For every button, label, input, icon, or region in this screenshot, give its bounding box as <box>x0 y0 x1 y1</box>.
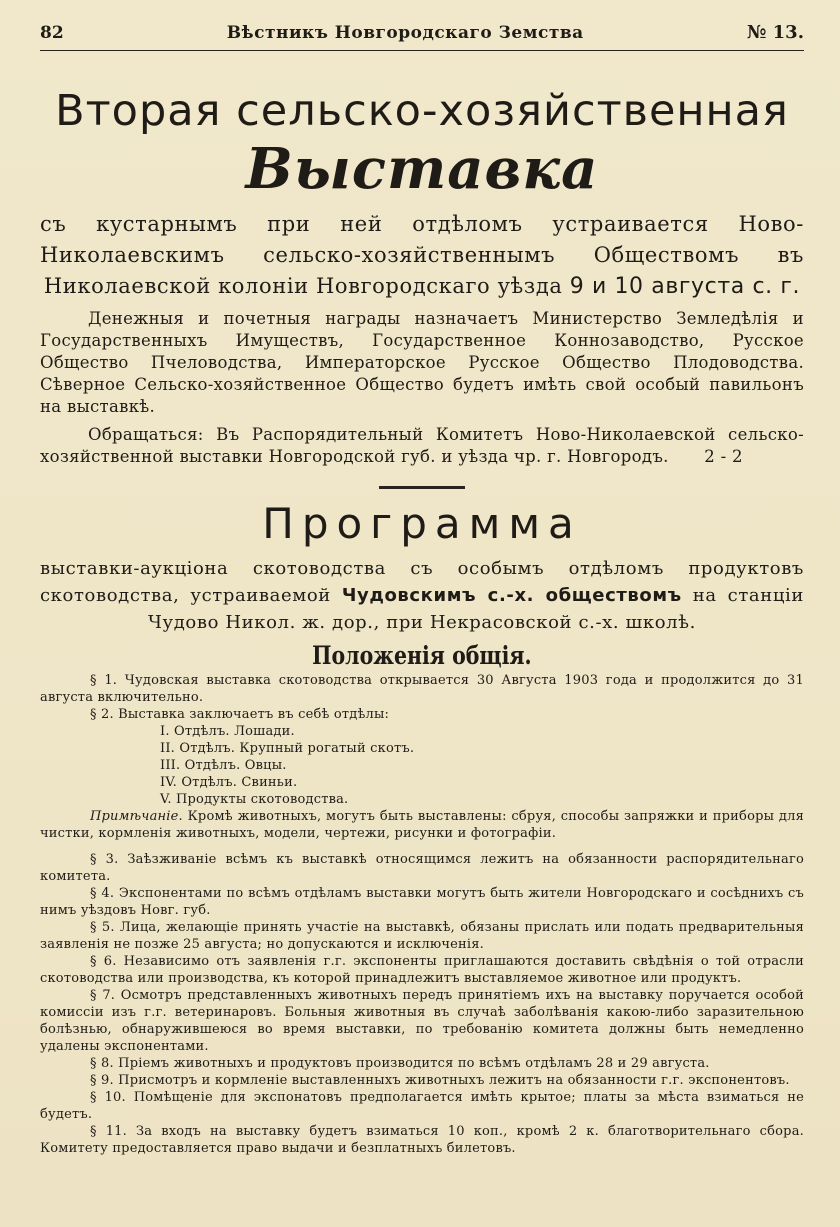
issue-number: № 13. <box>746 22 804 43</box>
ad-contact-text: Обращаться: Въ Распорядительный Комитетъ Ново-Николаевской сельско-хозяйственной выставки Новгородской губ. и уѣзда чр. г. Новгородъ. <box>40 425 804 466</box>
program-subtitle <box>40 555 804 636</box>
page-number: 82 <box>40 23 64 43</box>
ad-ref-number: 2 - 2 <box>704 447 743 466</box>
ad-contact-paragraph <box>40 424 804 468</box>
department-item: II. Отдѣлъ. Крупный рогатый скотъ. <box>160 741 415 756</box>
program-body <box>40 672 804 1157</box>
paragraph-7: § 7. Осмотръ представленныхъ животныхъ передъ принятiемъ ихъ на выставку поручается особой комиссiи изъ г.г. ветеринаровъ. Больныя животныя въ случаѣ заболѣванiя какою-либо заразительною болѣзнью, обнаружившеюся во время выставки, по требованiю комитета должны быть немедленно удалены экспонентами. <box>40 988 804 1054</box>
paragraph-8: § 8. Прiемъ животныхъ и продуктовъ производится по всѣмъ отдѣламъ 28 и 29 августа. <box>90 1056 710 1071</box>
program-title: Программа <box>262 499 582 548</box>
paragraph-3: § 3. Заѣзживанiе всѣмъ къ выставкѣ относящимся лежитъ на обязанности распорядительнаго комитета. <box>40 852 804 884</box>
department-item: III. Отдѣлъ. Овцы. <box>160 758 287 773</box>
paragraph-5: § 5. Лица, желающiе принять участiе на выставкѣ, обязаны прислать или подать предварительныя заявленiя не позже 25 августа; но допускаются и исключенiя. <box>40 920 804 952</box>
departments-list <box>40 723 804 808</box>
paragraph-9: § 9. Присмотръ и кормленiе выставленныхъ животныхъ лежитъ на обязанности г.г. экспонентовъ. <box>90 1073 790 1088</box>
paragraph-2: § 2. Выставка заключаетъ въ себѣ отдѣлы: <box>90 707 390 722</box>
ad-title: Вторая сельско-хозяйственная <box>55 86 789 136</box>
note-paragraph <box>40 808 804 842</box>
section-heading: Положенiя общiя. <box>312 641 532 670</box>
ad-title-script: Выставка <box>245 136 599 202</box>
department-item: V. Продукты скотоводства. <box>160 792 349 807</box>
note-text: Кромѣ животныхъ, могутъ быть выставлены: сбруя, способы запряжки и приборы для чистки, кормленiя животныхъ, модели, чертежи, рисунки и фотографiи. <box>40 809 804 841</box>
journal-title: Вѣстникъ Новгородскаго Земства <box>226 23 584 43</box>
ad-lead-dates: 9 и 10 августа с. г. <box>569 274 801 299</box>
program-subtitle-location: на станцiи Чудово Никол. ж. дор., при Некрасовской с.-х. школѣ. <box>148 585 804 633</box>
ad-awards-paragraph: Денежныя и почетныя награды назначаетъ Министерство Земледѣлiя и Государственныхъ Имуществъ, Государственное Коннозаводство, Русское Общество Пчеловодства, Императорское Русское Общество Плодоводства. Сѣверное Сельско-хозяйственное Общество будетъ имѣть свой особый павильонъ на выставкѣ. <box>40 309 804 416</box>
paragraph-6: § 6. Независимо отъ заявленiя г.г. экспоненты приглашаются доставить свѣдѣнiя о той отрасли скотоводства или производства, къ которой принадлежитъ выставляемое животное или продуктъ. <box>40 954 804 986</box>
department-item: IV. Отдѣлъ. Свиньи. <box>160 775 298 790</box>
program-subtitle-text: выставки-аукцiона скотоводства съ особымъ отдѣломъ продуктовъ скотоводства, устраиваемой <box>40 558 804 606</box>
section-divider <box>379 486 465 489</box>
page-header <box>40 0 804 51</box>
department-item: I. Отдѣлъ. Лошади. <box>160 724 295 739</box>
paragraph-1: § 1. Чудовская выставка скотоводства открывается 30 Августа 1903 года и продолжится до 31 августа включительно. <box>40 673 804 705</box>
ad-lead <box>40 209 804 302</box>
paragraph-4: § 4. Экспонентами по всѣмъ отдѣламъ выставки могутъ быть жители Новгородскаго и сосѣднихъ съ нимъ уѣздовъ Новг. губ. <box>40 886 804 918</box>
ad-lead-text: съ кустарнымъ при ней отдѣломъ устраивается Ново-Николаевскимъ сельско-хозяйственнымъ Обществомъ въ Николаевской колонiи Новгородскаго уѣзда <box>40 212 804 298</box>
paragraph-11: § 11. За входъ на выставку будетъ взиматься 10 коп., кромѣ 2 к. благотворительнаго сбора. Комитету предоставляется право выдачи и безплатныхъ билетовъ. <box>40 1124 804 1156</box>
program-organizer: Чудовскимъ с.-х. обществомъ <box>341 585 682 606</box>
paragraph-10: § 10. Помѣщенiе для экспонатовъ предполагается имѣть крытое; платы за мѣста взиматься не будетъ. <box>40 1090 804 1122</box>
note-label: Примѣчанiе. <box>90 809 183 824</box>
